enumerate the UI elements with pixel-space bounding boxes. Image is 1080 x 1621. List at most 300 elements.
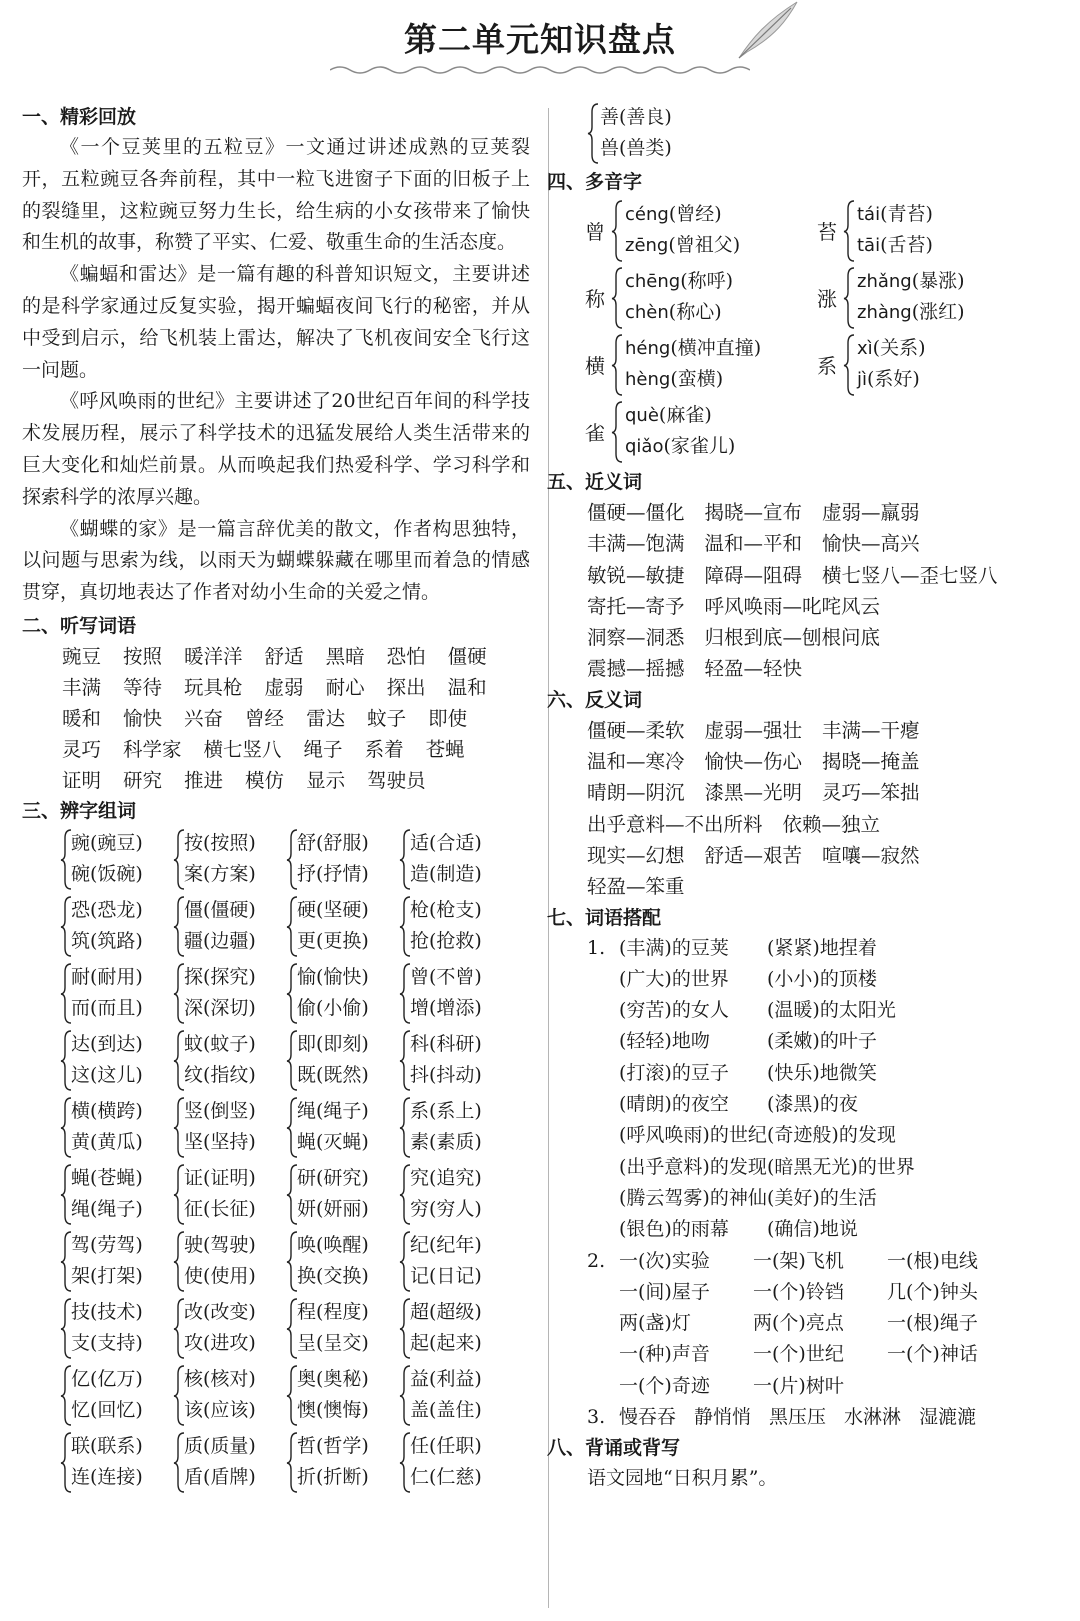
page-title: 第二单元知识盘点 (404, 20, 676, 59)
antonym-pair: 喧嚷—寂然 (822, 843, 920, 867)
brace-icon (843, 266, 855, 330)
char-pair-group (286, 828, 399, 891)
collocation-phrase: (小小)的顶楼 (767, 967, 877, 990)
word-row (22, 734, 530, 765)
pair-line: 盖(盖住) (410, 1398, 482, 1421)
example-word: (称心) (668, 301, 722, 323)
pair-line: 换(交换) (297, 1264, 369, 1287)
pair-row (567, 622, 1067, 653)
dictation-word: 雷达 (306, 706, 346, 730)
polyphonic-group (817, 199, 1049, 263)
pair-line: 研(研究) (297, 1166, 369, 1189)
char-pair-group (286, 962, 399, 1025)
pinyin: céng (625, 204, 669, 225)
pair-line: 纪(纪年) (410, 1233, 482, 1256)
pair-row (567, 653, 1067, 684)
antonym-pair: 温和—寒冷 (587, 750, 685, 774)
pinyin: zhǎng (857, 271, 912, 292)
dictation-word: 丰满 (62, 675, 102, 699)
antonym-pair: 晴朗—阴沉 (587, 781, 685, 805)
pair-line: 即(即刻) (297, 1032, 369, 1055)
collocation-phrase: (确信)地说 (767, 1218, 858, 1241)
synonyms (567, 497, 1067, 685)
char-pair-group (60, 828, 173, 891)
pair-line: 碗(饭碗) (71, 862, 143, 885)
pair-line: 竖(倒竖) (184, 1099, 256, 1122)
char-pair-group (286, 895, 399, 958)
pair-line: 这(这儿) (71, 1063, 143, 1086)
dictation-words (22, 641, 530, 796)
reading-line (857, 297, 965, 328)
pair-row (567, 809, 1067, 840)
distinguish-characters (22, 828, 530, 1494)
measure-phrase: 一(根)电线 (887, 1249, 978, 1272)
dictation-word: 即使 (428, 706, 468, 730)
item-number: 3. (587, 1406, 606, 1429)
char-pair-group (286, 1297, 399, 1360)
measure-phrase: 一(间)屋子 (619, 1280, 710, 1303)
antonym-pair: 虚弱—强壮 (704, 718, 803, 742)
example-word: (称呼) (680, 270, 734, 292)
dictation-word: 苍蝇 (425, 737, 465, 761)
polyphonic-char: 苔 (817, 220, 837, 244)
synonym-pair: 寄托—寄予 (587, 594, 685, 618)
pinyin: chēng (625, 271, 681, 292)
collocation-phrase: (美好)的生活 (767, 1186, 877, 1209)
measure-phrase: 一(次)实验 (619, 1249, 710, 1272)
measure-phrase: 一(个)神话 (887, 1343, 978, 1366)
char-pair-group (399, 1096, 512, 1159)
pair-line: 核(核对) (184, 1367, 256, 1390)
column-divider (548, 108, 549, 1608)
dictation-word: 黑暗 (325, 644, 365, 668)
example-word: (麻雀) (658, 404, 712, 426)
pair-line: 该(应该) (184, 1398, 256, 1421)
collocation-phrase: (穷苦)的女人 (619, 999, 729, 1022)
pair-line: 曾(不曾) (410, 965, 482, 988)
pair-line: 绳(绳子) (71, 1197, 143, 1220)
pinyin: qiǎo (625, 436, 664, 457)
antonym-pair: 漆黑—光明 (704, 781, 803, 805)
pair-line: 亿(亿万) (71, 1367, 143, 1390)
pair-line: 更(更换) (297, 929, 369, 952)
reduplicated-word: 静悄悄 (694, 1406, 752, 1429)
reading-line (625, 266, 733, 297)
synonym-pair: 揭晓—宣布 (704, 501, 803, 524)
reduplicated-word-row (587, 1402, 1067, 1433)
char-pair-group (286, 1029, 399, 1092)
antonym-pair: 舒适—艰苦 (704, 843, 803, 867)
measure-phrase: 一(根)绳子 (887, 1312, 978, 1335)
continued-pair (587, 102, 1067, 165)
reading-line (625, 400, 712, 431)
pair-line: 偷(小偷) (297, 996, 369, 1019)
pair-line: 豌(豌豆) (71, 831, 143, 854)
polyphonic-row (567, 266, 1067, 333)
pair-line: 益(利益) (410, 1367, 482, 1390)
pair-line: 架(打架) (71, 1264, 143, 1287)
dictation-word: 恐怕 (386, 644, 426, 668)
char-pair-group (173, 1230, 286, 1293)
polyphonic-char: 曾 (585, 220, 605, 244)
pair-line: 折(折断) (297, 1465, 369, 1488)
pair-line: 兽(兽类) (600, 137, 672, 159)
synonym-pair: 愉快—高兴 (822, 532, 920, 556)
measure-phrase: 一(片)树叶 (753, 1374, 844, 1397)
pinyin: zhàng (857, 302, 912, 323)
feather-icon (735, 0, 805, 60)
pair-line: 奥(奥秘) (297, 1367, 369, 1390)
polyphonic-group (817, 266, 1049, 330)
measure-word-row (587, 1371, 1067, 1402)
pair-line: 筑(筑路) (71, 929, 143, 952)
pair-line: 盾(盾牌) (184, 1465, 256, 1488)
measure-phrase: 一(个)奇迹 (619, 1374, 710, 1397)
dictation-word: 驾驶员 (367, 768, 426, 792)
char-pair-group (286, 1431, 399, 1494)
synonym-pair: 敏锐—敏捷 (587, 563, 685, 587)
synonym-pair: 温和—平和 (704, 532, 803, 556)
pair-line: 耐(耐用) (71, 965, 143, 988)
brace-icon (843, 333, 855, 397)
char-pair-group (286, 1096, 399, 1159)
pair-line: 科(科研) (410, 1032, 482, 1055)
pair-line: 坚(坚持) (184, 1130, 256, 1153)
example-word: (涨红) (911, 301, 965, 323)
reading-line (857, 199, 933, 230)
recite-text: 语文园地“日积月累”。 (587, 1467, 778, 1490)
char-pair-group (286, 1163, 399, 1226)
example-word: (蛮横) (670, 368, 724, 390)
char-pair-group (60, 1230, 173, 1293)
polyphonic-char: 系 (817, 354, 837, 378)
dictation-word: 科学家 (123, 737, 182, 761)
example-word: (曾经) (668, 203, 722, 225)
collocation-phrase: (广大)的世界 (619, 967, 729, 990)
collocation-phrase: (银色)的雨幕 (619, 1218, 729, 1241)
dictation-word: 灵巧 (62, 737, 102, 761)
pair-line: 黄(黄瓜) (71, 1130, 143, 1153)
pinyin: què (625, 405, 659, 426)
example-word: (关系) (872, 337, 926, 359)
pair-line: 技(技术) (71, 1300, 143, 1323)
char-pair-group (173, 1431, 286, 1494)
reading-line (625, 297, 722, 328)
collocation-phrase: (腾云驾雾)的神仙 (619, 1186, 767, 1209)
pair-row (567, 746, 1067, 777)
polyphonic-row (567, 333, 1067, 400)
collocation-row (587, 1089, 1067, 1120)
char-group-row (60, 1431, 530, 1494)
collocation-row (587, 1058, 1067, 1089)
polyphonic-char: 涨 (817, 287, 837, 311)
pair-line: 质(质量) (184, 1434, 256, 1457)
example-word: (横冲直撞) (670, 337, 762, 359)
pair-line: 纹(指纹) (184, 1063, 256, 1086)
pair-line: 达(到达) (71, 1032, 143, 1055)
polyphonic-char: 横 (585, 354, 605, 378)
char-pair-group (173, 828, 286, 891)
collocation-row (587, 964, 1067, 995)
pair-line: 蝇(灭蝇) (297, 1130, 369, 1153)
section-heading: 四、多音字 (547, 171, 643, 193)
char-pair-group (60, 1163, 173, 1226)
pair-line: 绳(绳子) (297, 1099, 369, 1122)
pair-line: 适(合适) (410, 831, 482, 854)
measure-phrase: 两(盏)灯 (619, 1312, 691, 1335)
word-row (22, 641, 530, 672)
dictation-word: 曾经 (245, 706, 285, 730)
char-pair-group (399, 1163, 512, 1226)
collocation-phrase: (晴朗)的夜空 (619, 1093, 729, 1116)
char-pair-group (173, 895, 286, 958)
pair-line: 证(证明) (184, 1166, 256, 1189)
brace-icon (611, 333, 623, 397)
collocation-phrase: (呼风唤雨)的世纪 (619, 1124, 767, 1147)
dictation-word: 愉快 (123, 706, 163, 730)
dictation-word: 系着 (364, 737, 404, 761)
dictation-word: 推进 (184, 768, 224, 792)
pair-line: 按(按照) (184, 831, 256, 854)
dictation-word: 温和 (447, 675, 487, 699)
section-heading: 八、背诵或背写 (547, 1437, 681, 1460)
pair-line: 增(增添) (410, 996, 482, 1019)
brace-icon (611, 266, 623, 330)
char-pair-group (399, 1431, 512, 1494)
char-pair-group (399, 962, 512, 1025)
char-pair-group (173, 1297, 286, 1360)
reading-line (625, 364, 723, 395)
pair-line: 呈(呈交) (297, 1331, 369, 1354)
polyphonic-group (585, 400, 817, 464)
antonym-pair: 现实—幻想 (587, 843, 685, 867)
reading-line (625, 431, 735, 462)
char-pair-group (399, 895, 512, 958)
reduplicated-word: 黑压压 (769, 1406, 827, 1429)
char-pair-group (286, 1364, 399, 1427)
word-row (22, 672, 530, 703)
word-row (22, 765, 530, 796)
char-pair-group (399, 1364, 512, 1427)
pair-line: 改(改变) (184, 1300, 256, 1323)
collocation-row (587, 1120, 1067, 1151)
item-number: 2. (587, 1249, 606, 1272)
polyphonic-group (585, 333, 817, 397)
measure-word-row (587, 1339, 1067, 1370)
antonym-pair: 丰满—干瘪 (822, 718, 920, 742)
left-column (22, 102, 530, 1498)
page-header (0, 0, 1080, 90)
pair-line: 连(连接) (71, 1465, 143, 1488)
collocation-phrase: (漆黑)的夜 (767, 1093, 858, 1116)
pair-row (567, 497, 1067, 528)
char-pair-group (286, 1230, 399, 1293)
char-pair-group (399, 1230, 512, 1293)
char-pair-group (399, 1029, 512, 1092)
reading-line (625, 333, 761, 364)
section-heading: 五、近义词 (547, 471, 643, 493)
reading-line (857, 266, 965, 297)
dictation-word: 模仿 (245, 768, 285, 792)
char-pair-group (399, 1297, 512, 1360)
pair-line: 记(日记) (410, 1264, 482, 1287)
dictation-word: 玩具枪 (184, 675, 243, 699)
pair-line: 蚊(蚊子) (184, 1032, 256, 1055)
synonym-pair: 震撼—摇撼 (587, 657, 685, 681)
reduplicated-word: 水淋淋 (844, 1406, 902, 1429)
collocation-row (587, 1152, 1067, 1183)
char-pair-group (60, 1029, 173, 1092)
section-heading: 二、听写词语 (22, 614, 137, 637)
synonym-pair: 虚弱—羸弱 (822, 501, 920, 524)
antonym-pair: 愉快—伤心 (704, 750, 803, 774)
collocation-row (587, 1183, 1067, 1214)
dictation-word: 舒适 (264, 644, 304, 668)
reading-line (857, 230, 933, 261)
pair-row (567, 871, 1067, 902)
collocation-phrase: (温暖)的太阳光 (767, 999, 896, 1022)
paragraph: 《蝴蝶的家》是一篇言辞优美的散文，作者构思独特，以问题与思索为线，以雨天为蝴蝶躲藏在哪里而着急的情感贯穿，真切地表达了作者对幼小生命的关爱之情。 (22, 517, 530, 604)
pair-line: 究(追究) (410, 1166, 482, 1189)
pair-line: 哲(哲学) (297, 1434, 369, 1457)
pair-line: 征(长征) (184, 1197, 256, 1220)
example-word: (系好) (867, 368, 920, 390)
pinyin: jì (857, 369, 868, 390)
pinyin: héng (625, 338, 671, 359)
pair-line: 驾(劳驾) (71, 1233, 143, 1256)
pair-line: 舒(舒服) (297, 831, 369, 854)
pair-line: 枪(枪支) (410, 898, 482, 921)
pair-row (567, 715, 1067, 746)
pair-line: 驶(驾驶) (184, 1233, 256, 1256)
pair-line: 抒(抒情) (297, 862, 369, 885)
polyphonic-group (817, 333, 1049, 397)
pair-line: 愉(愉快) (297, 965, 369, 988)
pair-line: 横(横跨) (71, 1099, 143, 1122)
dictation-word: 证明 (62, 768, 102, 792)
collocation-phrase: (轻轻)地吻 (619, 1030, 710, 1053)
pinyin: chèn (625, 302, 669, 323)
measure-word-row (587, 1277, 1067, 1308)
pair-line: 唤(唤醒) (297, 1233, 369, 1256)
pair-line: 穷(穷人) (410, 1197, 482, 1220)
example-word: (家雀儿) (663, 435, 736, 457)
char-pair-group (173, 1163, 286, 1226)
section-heading: 六、反义词 (547, 688, 643, 711)
char-pair-group (60, 1096, 173, 1159)
pair-line: 而(而且) (71, 996, 143, 1019)
collocation-row (587, 1214, 1067, 1245)
pair-row (567, 777, 1067, 808)
pair-line: 既(既然) (297, 1063, 369, 1086)
pair-line: 起(起来) (410, 1331, 482, 1354)
dictation-word: 虚弱 (264, 675, 304, 699)
word-row (22, 703, 530, 734)
synonym-pair: 呼风唤雨—叱咤风云 (704, 594, 881, 618)
pinyin: xì (857, 338, 873, 359)
collocation-row (587, 933, 1067, 964)
section-heading: 一、精彩回放 (22, 106, 137, 128)
pair-line: 任(任职) (410, 1434, 482, 1457)
char-group-row (60, 1230, 530, 1293)
collocation-phrase: (打滚)的豆子 (619, 1061, 729, 1084)
dictation-word: 耐心 (325, 675, 365, 699)
char-group-row (60, 895, 530, 958)
pair-line: 妍(妍丽) (297, 1197, 369, 1220)
reading-line (625, 230, 740, 261)
pair-line: 忆(回忆) (71, 1398, 143, 1421)
pair-line: 程(程度) (297, 1300, 369, 1323)
pair-line: 抖(抖动) (410, 1063, 482, 1086)
collocation-row (587, 1026, 1067, 1057)
brace-icon (611, 199, 623, 263)
dictation-word: 探出 (386, 675, 426, 699)
pair-line: 案(方案) (184, 862, 256, 885)
pinyin: zēng (625, 235, 669, 256)
pair-line: 支(支持) (71, 1331, 143, 1354)
dictation-word: 研究 (123, 768, 163, 792)
measure-phrase: 一(种)声音 (619, 1343, 710, 1366)
pair-line: 深(深切) (184, 996, 256, 1019)
dictation-word: 暖洋洋 (184, 644, 243, 668)
dictation-word: 兴奋 (184, 706, 224, 730)
reduplicated-word: 慢吞吞 (619, 1406, 677, 1429)
pair-line: 硬(坚硬) (297, 898, 369, 921)
collocation-phrase: (奇迹般)的发现 (767, 1124, 896, 1147)
pair-line: 仁(仁慈) (410, 1465, 482, 1488)
example-word: (暴涨) (911, 270, 965, 292)
char-group-row (60, 1297, 530, 1360)
pinyin: tāi (857, 235, 881, 256)
synonym-pair: 洞察—洞悉 (587, 626, 685, 650)
paragraph: 《一个豆荚里的五粒豆》一文通过讲述成熟的豆荚裂开，五粒豌豆各奔前程，其中一粒飞进窗子下面的旧板子上的裂缝里，这粒豌豆努力生长，给生病的小女孩带来了愉快和生机的故事，称赞了平实、仁爱、敬重生命的生活态度。 (22, 136, 530, 254)
measure-phrase: 几(个)钟头 (887, 1280, 978, 1303)
char-group-row (60, 1163, 530, 1226)
char-group-row (60, 1364, 530, 1427)
example-word: (青苔) (880, 203, 933, 225)
antonym-pair: 依赖—独立 (782, 812, 881, 836)
reading-line (857, 364, 920, 395)
dictation-word: 横七竖八 (203, 737, 282, 761)
dictation-word: 等待 (123, 675, 163, 699)
word-collocation (567, 933, 1067, 1434)
brace-icon (843, 199, 855, 263)
antonyms (567, 715, 1067, 903)
measure-word-row (587, 1308, 1067, 1339)
char-group-row (60, 1096, 530, 1159)
measure-phrase: 一(个)世纪 (753, 1343, 844, 1366)
pair-row (567, 560, 1067, 591)
pair-line: 懊(懊悔) (297, 1398, 369, 1421)
synonym-pair: 轻盈—轻快 (704, 657, 803, 681)
char-group-row (60, 962, 530, 1025)
pair-line: 攻(进攻) (184, 1331, 256, 1354)
polyphonic-characters (567, 199, 1067, 467)
polyphonic-char: 雀 (585, 421, 605, 445)
antonym-pair: 灵巧—笨拙 (822, 781, 920, 805)
right-column (547, 102, 1067, 1495)
pair-line: 素(素质) (410, 1130, 482, 1153)
paragraph: 《蝙蝠和雷达》是一篇有趣的科普知识短文，主要讲述的是科学家通过反复实验，揭开蝙蝠夜间飞行的秘密，并从中受到启示，给飞机装上雷达，解决了飞机夜间安全飞行这一问题。 (22, 263, 530, 381)
dictation-word: 绳子 (303, 737, 343, 761)
dictation-word: 按照 (123, 644, 163, 668)
brace-icon (611, 400, 623, 464)
collocation-row (587, 995, 1067, 1026)
polyphonic-group (585, 199, 817, 263)
char-pair-group (173, 1096, 286, 1159)
collocation-phrase: (出乎意料)的发现 (619, 1155, 767, 1178)
char-pair-group (173, 962, 286, 1025)
